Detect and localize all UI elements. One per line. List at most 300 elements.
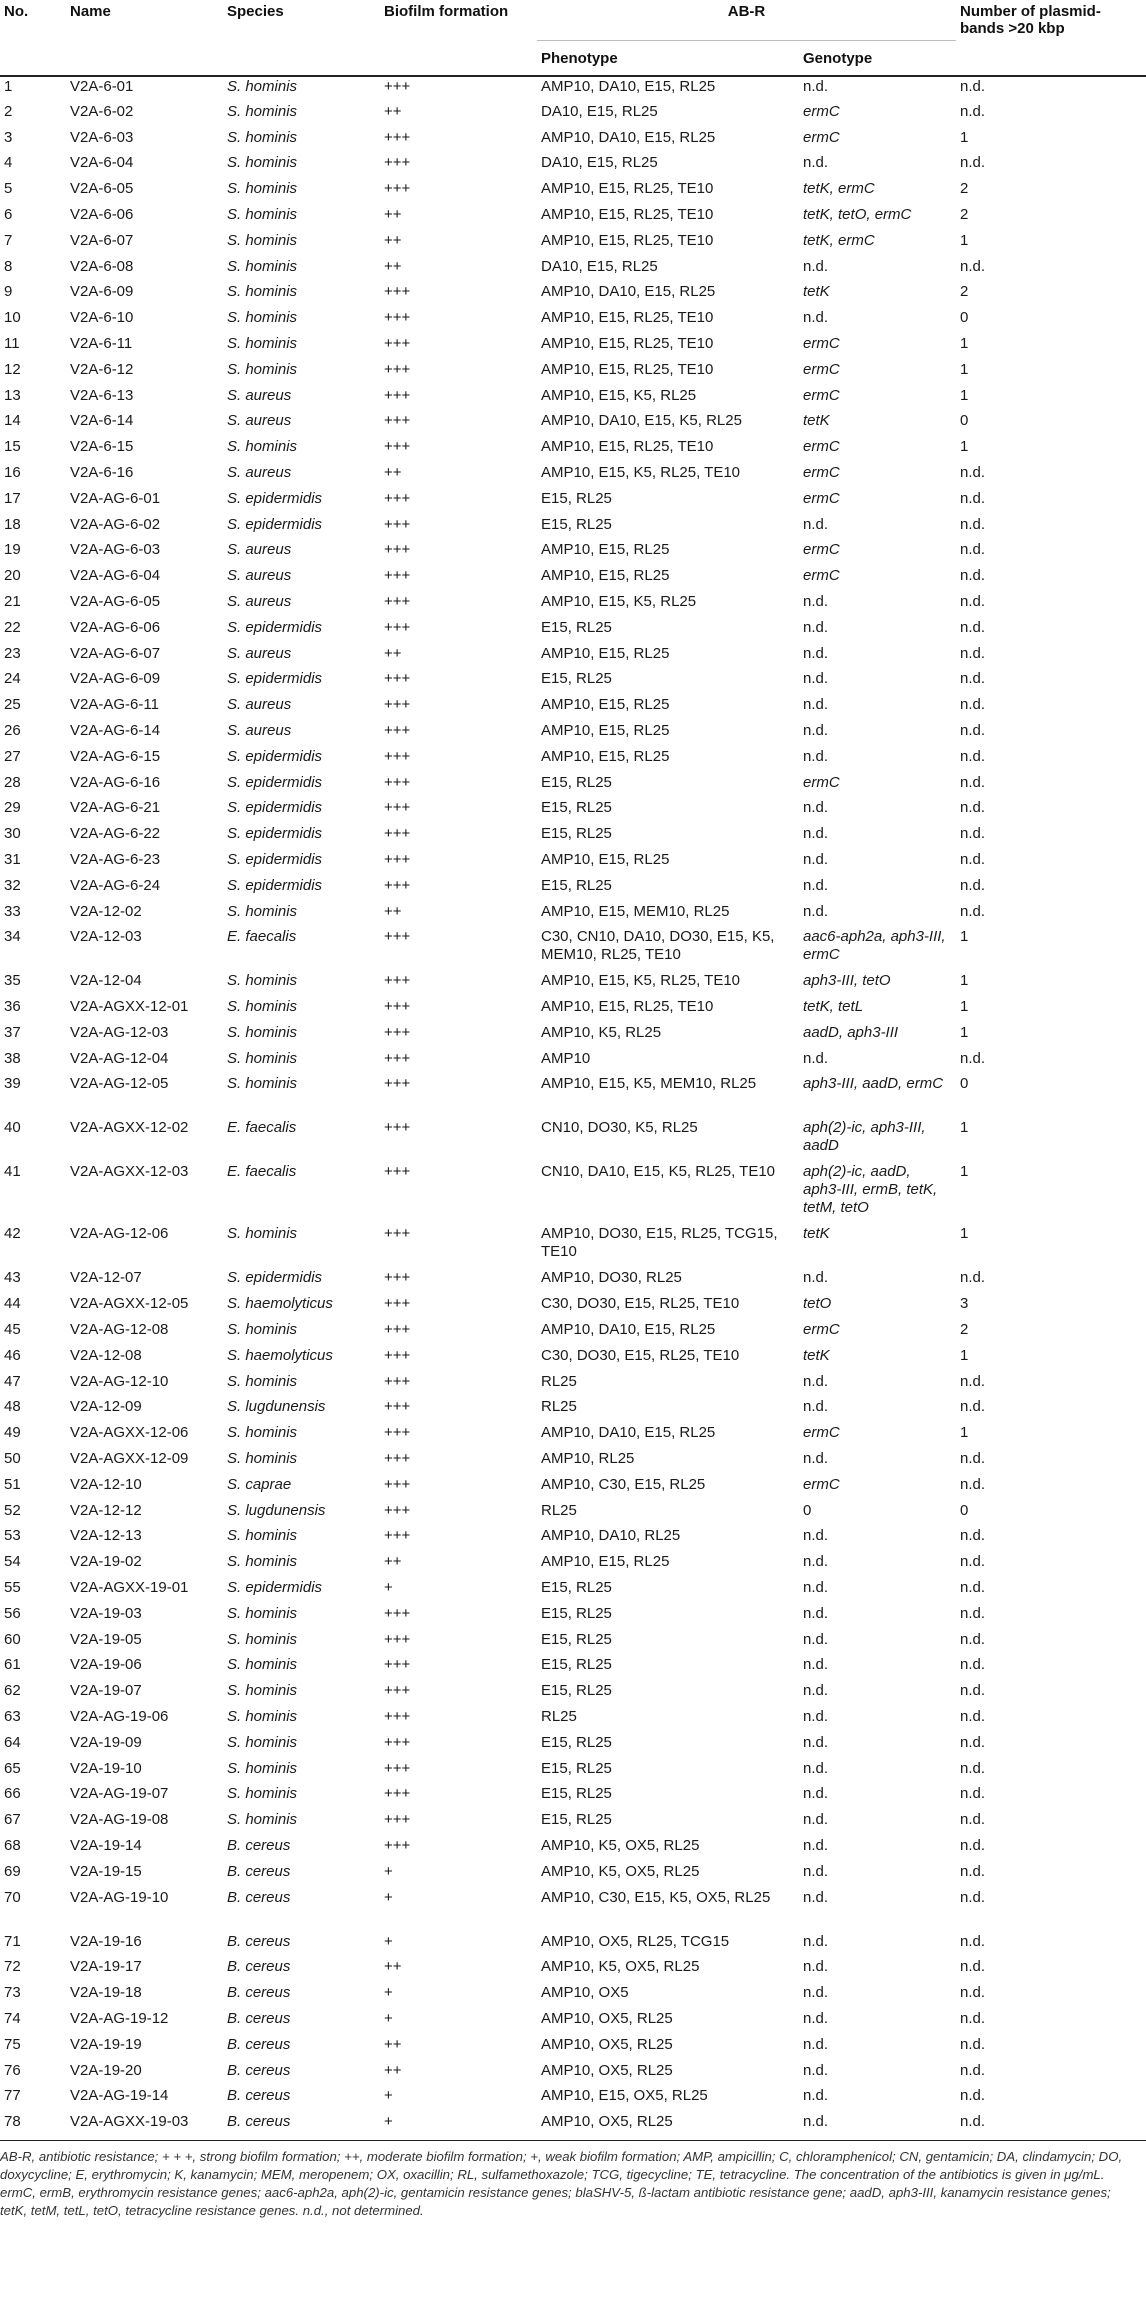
cell-phenotype: AMP10, E15, K5, RL25, TE10: [541, 463, 741, 481]
cell-plasmid: n.d.: [960, 1932, 986, 1950]
cell-species: S. hominis: [227, 1785, 298, 1803]
cell-genotype: ermC: [803, 541, 840, 559]
cell-no: 78: [4, 2113, 21, 2131]
table-row: [0, 282, 1146, 308]
cell-species: S. hominis: [227, 102, 298, 120]
cell-biofilm: +++: [384, 1759, 411, 1777]
cell-biofilm: ++: [384, 205, 402, 223]
cell-name: V2A-AG-6-24: [70, 876, 161, 894]
cell-genotype: n.d.: [803, 1984, 829, 2002]
cell-biofilm: +++: [384, 928, 411, 946]
cell-name: V2A-19-14: [70, 1837, 142, 1855]
cell-name: V2A-6-04: [70, 154, 134, 172]
cell-biofilm: +++: [384, 1225, 411, 1243]
cell-plasmid: n.d.: [960, 154, 986, 172]
cell-genotype: n.d.: [803, 747, 829, 765]
cell-species: S. aureus: [227, 592, 292, 610]
cell-phenotype: AMP10, E15, RL25, TE10: [541, 360, 714, 378]
cell-plasmid: n.d.: [960, 567, 986, 585]
table-row: [0, 747, 1146, 773]
cell-genotype: n.d.: [803, 2035, 829, 2053]
header-no: No.: [0, 0, 66, 76]
table-row: [0, 1552, 1146, 1578]
cell-plasmid: n.d.: [960, 670, 986, 688]
cell-phenotype: E15, RL25: [541, 1682, 612, 1700]
cell-no: 49: [4, 1424, 21, 1442]
cell-phenotype: E15, RL25: [541, 1656, 612, 1674]
table-row: [0, 592, 1146, 618]
cell-plasmid: n.d.: [960, 2113, 986, 2131]
cell-no: 73: [4, 1984, 21, 2002]
cell-plasmid: n.d.: [960, 747, 986, 765]
cell-biofilm: +++: [384, 773, 411, 791]
cell-plasmid: n.d.: [960, 902, 986, 920]
cell-phenotype: DA10, E15, RL25: [541, 102, 658, 120]
cell-species: S. hominis: [227, 1630, 298, 1648]
cell-biofilm: +++: [384, 1321, 411, 1339]
cell-species: S. hominis: [227, 128, 298, 146]
cell-genotype: n.d.: [803, 1604, 829, 1622]
cell-no: 60: [4, 1630, 21, 1648]
cell-plasmid: n.d.: [960, 1475, 986, 1493]
cell-no: 39: [4, 1075, 21, 1093]
cell-biofilm: +: [384, 2010, 393, 2027]
cell-phenotype: E15, RL25: [541, 489, 612, 507]
cell-genotype: tetK, tetO, ermC: [803, 205, 912, 223]
cell-species: S. aureus: [227, 567, 292, 585]
cell-plasmid: n.d.: [960, 1630, 986, 1648]
cell-species: S. hominis: [227, 1604, 298, 1622]
cell-genotype: n.d.: [803, 1785, 829, 1803]
cell-plasmid: n.d.: [960, 618, 986, 636]
cell-no: 41: [4, 1163, 21, 1181]
cell-species: S. hominis: [227, 1049, 298, 1067]
cell-biofilm: +++: [384, 334, 411, 352]
table-row: [0, 1397, 1146, 1423]
cell-plasmid: n.d.: [960, 541, 986, 559]
cell-plasmid: n.d.: [960, 1837, 986, 1855]
cell-plasmid: 2: [960, 180, 969, 198]
cell-no: 63: [4, 1708, 21, 1726]
table-row: [0, 1957, 1146, 1983]
cell-plasmid: 1: [960, 1119, 969, 1137]
cell-no: 64: [4, 1733, 21, 1751]
cell-plasmid: n.d.: [960, 1862, 986, 1880]
cell-species: B. cereus: [227, 1862, 291, 1880]
cell-species: S. hominis: [227, 902, 298, 920]
cell-name: V2A-6-08: [70, 257, 134, 275]
cell-genotype: n.d.: [803, 1049, 829, 1067]
cell-no: 19: [4, 541, 21, 559]
cell-biofilm: +++: [384, 1733, 411, 1751]
cell-biofilm: +: [384, 1862, 393, 1880]
cell-no: 35: [4, 972, 21, 990]
table-row: [0, 721, 1146, 747]
cell-biofilm: +++: [384, 1656, 411, 1674]
cell-species: S. aureus: [227, 541, 292, 559]
cell-plasmid: 1: [960, 128, 969, 146]
cell-no: 47: [4, 1372, 21, 1390]
cell-no: 52: [4, 1501, 21, 1519]
cell-phenotype: AMP10, E15, RL25, TE10: [541, 334, 714, 352]
cell-phenotype: AMP10, DA10, E15, RL25: [541, 1321, 716, 1339]
cell-genotype: n.d.: [803, 721, 829, 739]
cell-species: S. epidermidis: [227, 850, 323, 868]
cell-name: V2A-AG-6-01: [70, 489, 161, 507]
header-species: Species: [223, 0, 380, 76]
cell-biofilm: +++: [384, 1049, 411, 1067]
cell-no: 25: [4, 696, 21, 714]
cell-name: V2A-6-14: [70, 412, 134, 430]
cell-no: 74: [4, 2010, 21, 2027]
cell-genotype: n.d.: [803, 1682, 829, 1700]
table-row: [0, 1810, 1146, 1836]
cell-plasmid: n.d.: [960, 78, 986, 95]
cell-species: B. cereus: [227, 1984, 291, 2002]
cell-genotype: aph(2)-ic, aadD, aph3-III, ermB, tetK, tetM, tetO: [803, 1163, 938, 1217]
cell-biofilm: ++: [384, 644, 402, 662]
cell-name: V2A-19-10: [70, 1759, 142, 1777]
cell-species: S. hominis: [227, 1811, 298, 1829]
cell-phenotype: AMP10, DA10, E15, K5, RL25: [541, 412, 742, 430]
cell-species: S. epidermidis: [227, 1579, 323, 1597]
cell-phenotype: CN10, DA10, E15, K5, RL25, TE10: [541, 1163, 776, 1181]
cell-plasmid: 3: [960, 1295, 969, 1313]
cell-genotype: ermC: [803, 102, 840, 120]
cell-no: 34: [4, 928, 21, 946]
cell-name: V2A-AG-19-12: [70, 2010, 169, 2027]
cell-biofilm: +++: [384, 1630, 411, 1648]
cell-name: V2A-AGXX-12-05: [70, 1295, 189, 1313]
cell-species: S. hominis: [227, 1321, 298, 1339]
cell-phenotype: E15, RL25: [541, 1733, 612, 1751]
cell-plasmid: n.d.: [960, 1527, 986, 1545]
table-row: [0, 824, 1146, 850]
table-row: [0, 1423, 1146, 1449]
cell-biofilm: +++: [384, 721, 411, 739]
cell-phenotype: AMP10, OX5, RL25: [541, 2061, 673, 2079]
cell-species: S. hominis: [227, 154, 298, 172]
cell-no: 62: [4, 1682, 21, 1700]
table-row: [0, 1836, 1146, 1862]
cell-no: 30: [4, 825, 21, 843]
cell-genotype: aph(2)-ic, aph3-III, aadD: [803, 1119, 926, 1155]
cell-plasmid: n.d.: [960, 1269, 986, 1287]
cell-biofilm: +++: [384, 1269, 411, 1287]
cell-genotype: ermC: [803, 773, 840, 791]
cell-phenotype: C30, DO30, E15, RL25, TE10: [541, 1295, 740, 1313]
cell-biofilm: +++: [384, 1785, 411, 1803]
cell-phenotype: DA10, E15, RL25: [541, 257, 658, 275]
cell-biofilm: +++: [384, 1501, 411, 1519]
cell-no: 14: [4, 412, 21, 430]
cell-biofilm: +++: [384, 1604, 411, 1622]
cell-genotype: tetK: [803, 283, 830, 301]
cell-no: 77: [4, 2087, 21, 2105]
cell-phenotype: E15, RL25: [541, 799, 612, 817]
cell-genotype: n.d.: [803, 592, 829, 610]
cell-genotype: n.d.: [803, 1553, 829, 1571]
table-row: [0, 798, 1146, 824]
cell-name: V2A-AG-6-04: [70, 567, 161, 585]
cell-plasmid: 1: [960, 972, 969, 990]
cell-biofilm: +++: [384, 515, 411, 533]
table-row: [0, 2061, 1146, 2087]
cell-plasmid: 2: [960, 205, 969, 223]
cell-phenotype: AMP10, E15, RL25: [541, 644, 670, 662]
cell-name: V2A-6-06: [70, 205, 134, 223]
cell-name: V2A-AGXX-12-09: [70, 1450, 189, 1468]
cell-name: V2A-12-09: [70, 1398, 142, 1416]
cell-phenotype: E15, RL25: [541, 515, 612, 533]
cell-phenotype: CN10, DO30, K5, RL25: [541, 1119, 698, 1137]
cell-no: 76: [4, 2061, 21, 2079]
cell-biofilm: ++: [384, 257, 402, 275]
cell-name: V2A-19-18: [70, 1984, 142, 2002]
cell-no: 27: [4, 747, 21, 765]
cell-name: V2A-6-07: [70, 231, 134, 249]
cell-genotype: tetK, tetL: [803, 998, 864, 1016]
cell-plasmid: n.d.: [960, 1682, 986, 1700]
cell-no: 53: [4, 1527, 21, 1545]
cell-phenotype: AMP10, DA10, RL25: [541, 1527, 681, 1545]
cell-name: V2A-AGXX-12-01: [70, 998, 189, 1016]
header-phenotype: Phenotype: [537, 41, 799, 77]
cell-no: 23: [4, 644, 21, 662]
cell-no: 1: [4, 78, 13, 95]
cell-genotype: n.d.: [803, 618, 829, 636]
cell-species: S. hominis: [227, 1527, 298, 1545]
cell-genotype: tetK: [803, 412, 830, 430]
cell-biofilm: +++: [384, 1424, 411, 1442]
cell-species: S. hominis: [227, 972, 298, 990]
cell-plasmid: n.d.: [960, 1450, 986, 1468]
cell-genotype: tetK: [803, 1346, 830, 1364]
cell-name: V2A-19-02: [70, 1553, 142, 1571]
cell-no: 51: [4, 1475, 21, 1493]
cell-phenotype: AMP10, RL25: [541, 1450, 635, 1468]
cell-phenotype: AMP10, C30, E15, RL25: [541, 1475, 706, 1493]
cell-genotype: n.d.: [803, 1450, 829, 1468]
cell-no: 38: [4, 1049, 21, 1067]
cell-no: 56: [4, 1604, 21, 1622]
cell-no: 5: [4, 180, 13, 198]
cell-biofilm: +: [384, 2113, 393, 2131]
cell-phenotype: AMP10, OX5, RL25: [541, 2035, 673, 2053]
cell-genotype: n.d.: [803, 1527, 829, 1545]
cell-name: V2A-6-01: [70, 78, 134, 95]
table-row: [0, 153, 1146, 179]
cell-species: S. epidermidis: [227, 1269, 323, 1287]
cell-no: 43: [4, 1269, 21, 1287]
table-row: [0, 695, 1146, 721]
table-row: [0, 902, 1146, 928]
cell-genotype: n.d.: [803, 902, 829, 920]
cell-biofilm: +++: [384, 438, 411, 456]
cell-phenotype: AMP10, E15, RL25, TE10: [541, 438, 714, 456]
cell-species: S. epidermidis: [227, 515, 323, 533]
cell-no: 70: [4, 1888, 21, 1906]
cell-biofilm: +++: [384, 541, 411, 559]
cell-plasmid: n.d.: [960, 876, 986, 894]
cell-genotype: n.d.: [803, 1862, 829, 1880]
cell-no: 32: [4, 876, 21, 894]
cell-genotype: ermC: [803, 334, 840, 352]
cell-plasmid: n.d.: [960, 2087, 986, 2105]
table-row: [0, 1162, 1146, 1224]
cell-no: 7: [4, 231, 13, 249]
cell-plasmid: n.d.: [960, 2061, 986, 2079]
cell-no: 48: [4, 1398, 21, 1416]
cell-phenotype: AMP10, E15, OX5, RL25: [541, 2087, 708, 2105]
cell-plasmid: n.d.: [960, 489, 986, 507]
cell-genotype: n.d.: [803, 876, 829, 894]
cell-species: S. aureus: [227, 721, 292, 739]
cell-plasmid: 1: [960, 928, 969, 946]
cell-name: V2A-19-09: [70, 1733, 142, 1751]
cell-name: V2A-12-02: [70, 902, 142, 920]
header-genotype: Genotype: [799, 41, 956, 77]
cell-plasmid: n.d.: [960, 515, 986, 533]
cell-phenotype: E15, RL25: [541, 670, 612, 688]
cell-species: S. aureus: [227, 644, 292, 662]
cell-species: S. epidermidis: [227, 799, 323, 817]
cell-name: V2A-19-15: [70, 1862, 142, 1880]
cell-no: 21: [4, 592, 21, 610]
cell-phenotype: E15, RL25: [541, 1604, 612, 1622]
cell-no: 37: [4, 1023, 21, 1041]
cell-species: S. hominis: [227, 180, 298, 198]
cell-phenotype: AMP10, E15, RL25: [541, 721, 670, 739]
cell-name: V2A-AGXX-12-02: [70, 1119, 189, 1137]
cell-species: S. hominis: [227, 283, 298, 301]
cell-genotype: aph3-III, tetO: [803, 972, 891, 990]
cell-plasmid: n.d.: [960, 1656, 986, 1674]
cell-plasmid: 1: [960, 1023, 969, 1041]
table-row: [0, 179, 1146, 205]
cell-name: V2A-AG-19-07: [70, 1785, 169, 1803]
cell-name: V2A-AG-19-06: [70, 1708, 169, 1726]
cell-name: V2A-19-19: [70, 2035, 142, 2053]
table-row: [0, 1294, 1146, 1320]
cell-species: B. cereus: [227, 2035, 291, 2053]
cell-biofilm: +++: [384, 1163, 411, 1181]
cell-biofilm: +++: [384, 747, 411, 765]
cell-species: S. aureus: [227, 696, 292, 714]
cell-no: 44: [4, 1295, 21, 1313]
cell-phenotype: AMP10, DO30, RL25: [541, 1269, 682, 1287]
cell-biofilm: +++: [384, 1450, 411, 1468]
cell-genotype: n.d.: [803, 2010, 829, 2027]
cell-species: S. aureus: [227, 463, 292, 481]
cell-genotype: n.d.: [803, 1759, 829, 1777]
cell-phenotype: E15, RL25: [541, 1811, 612, 1829]
table-row: [0, 1449, 1146, 1475]
cell-genotype: ermC: [803, 489, 840, 507]
cell-species: B. cereus: [227, 2061, 291, 2079]
cell-species: S. epidermidis: [227, 618, 323, 636]
cell-biofilm: +++: [384, 1295, 411, 1313]
cell-plasmid: 1: [960, 1346, 969, 1364]
cell-genotype: aac6-aph2a, aph3-III, ermC: [803, 928, 946, 964]
table-row: [0, 1475, 1146, 1501]
cell-name: V2A-AG-6-14: [70, 721, 161, 739]
table-row: [0, 386, 1146, 412]
cell-plasmid: n.d.: [960, 1888, 986, 1906]
cell-phenotype: AMP10, E15, K5, MEM10, RL25: [541, 1075, 757, 1093]
cell-name: V2A-6-10: [70, 309, 134, 327]
cell-phenotype: AMP10, E15, RL25: [541, 696, 670, 714]
cell-biofilm: +++: [384, 696, 411, 714]
cell-no: 65: [4, 1759, 21, 1777]
cell-name: V2A-AGXX-12-03: [70, 1163, 189, 1181]
cell-plasmid: n.d.: [960, 1604, 986, 1622]
cell-biofilm: +++: [384, 876, 411, 894]
cell-genotype: aph3-III, aadD, ermC: [803, 1075, 944, 1093]
cell-phenotype: RL25: [541, 1501, 577, 1519]
table-row: [0, 2009, 1146, 2035]
cell-name: V2A-AG-6-06: [70, 618, 161, 636]
cell-name: V2A-19-06: [70, 1656, 142, 1674]
cell-name: V2A-12-03: [70, 928, 142, 946]
cell-plasmid: n.d.: [960, 1811, 986, 1829]
cell-name: V2A-AG-6-02: [70, 515, 161, 533]
cell-species: B. cereus: [227, 2087, 291, 2105]
cell-phenotype: AMP10, C30, E15, K5, OX5, RL25: [541, 1888, 771, 1906]
cell-phenotype: AMP10, E15, RL25, TE10: [541, 205, 714, 223]
cell-name: V2A-AG-19-10: [70, 1888, 169, 1906]
cell-species: S. hominis: [227, 1733, 298, 1751]
cell-genotype: ermC: [803, 360, 840, 378]
cell-phenotype: AMP10, DA10, E15, RL25: [541, 128, 716, 146]
cell-no: 31: [4, 850, 21, 868]
table-row: [0, 2112, 1146, 2138]
cell-phenotype: AMP10, E15, K5, RL25: [541, 386, 697, 404]
cell-no: 29: [4, 799, 21, 817]
cell-phenotype: C30, CN10, DA10, DO30, E15, K5, MEM10, RL25, TE10: [541, 928, 775, 964]
cell-name: V2A-AG-6-03: [70, 541, 161, 559]
cell-species: S. hominis: [227, 78, 298, 95]
cell-genotype: n.d.: [803, 1269, 829, 1287]
table-row: [0, 463, 1146, 489]
cell-phenotype: DA10, E15, RL25: [541, 154, 658, 172]
cell-biofilm: +++: [384, 283, 411, 301]
cell-name: V2A-6-16: [70, 463, 134, 481]
cell-no: 4: [4, 154, 13, 172]
cell-phenotype: E15, RL25: [541, 1785, 612, 1803]
cell-species: S. hominis: [227, 1708, 298, 1726]
cell-phenotype: AMP10, DA10, E15, RL25: [541, 283, 716, 301]
cell-genotype: n.d.: [803, 1958, 829, 1976]
cell-species: S. hominis: [227, 1225, 298, 1243]
table-row: [0, 540, 1146, 566]
cell-phenotype: AMP10, K5, OX5, RL25: [541, 1837, 700, 1855]
cell-name: V2A-AG-19-08: [70, 1811, 169, 1829]
table-row: [0, 334, 1146, 360]
cell-species: S. aureus: [227, 412, 292, 430]
table-row: [0, 308, 1146, 334]
cell-no: 46: [4, 1346, 21, 1364]
cell-no: 61: [4, 1656, 21, 1674]
cell-biofilm: ++: [384, 1958, 402, 1976]
cell-name: V2A-6-02: [70, 102, 134, 120]
cell-genotype: n.d.: [803, 1398, 829, 1416]
cell-no: 12: [4, 360, 21, 378]
cell-no: 42: [4, 1225, 21, 1243]
cell-phenotype: E15, RL25: [541, 1579, 612, 1597]
cell-no: 18: [4, 515, 21, 533]
cell-species: B. cereus: [227, 2010, 291, 2027]
